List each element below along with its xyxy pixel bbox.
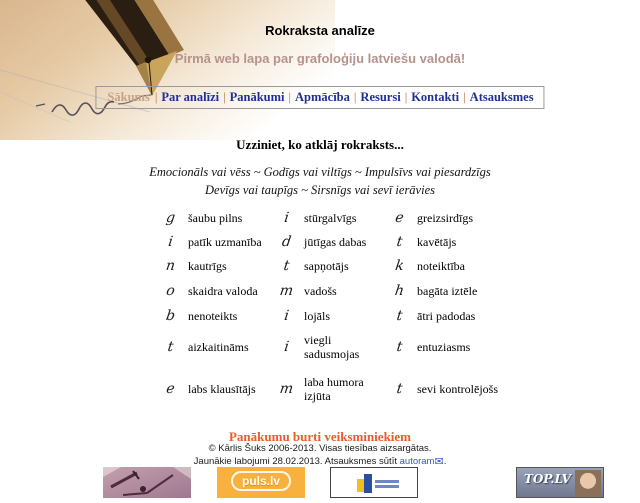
nav-separator: |: [353, 90, 357, 104]
nav-item-panakumi[interactable]: Panākumi: [229, 90, 285, 104]
trait-label: nenoteikts: [188, 308, 238, 323]
trait-label: aizkaitināms: [188, 340, 249, 354]
handwriting-sample-glyph: e: [394, 210, 405, 226]
handwriting-sample-glyph: t: [282, 258, 291, 274]
handwriting-sample-glyph: i: [283, 339, 290, 355]
trait-item: [273, 278, 386, 303]
handwriting-sample-glyph: t: [166, 339, 175, 355]
trait-label: sapņotājs: [304, 259, 349, 273]
handwriting-sample-glyph: k: [394, 258, 405, 274]
handwriting-sample-glyph: b: [164, 307, 177, 324]
trait-label: vadošs: [304, 283, 337, 298]
handwriting-sample-glyph: i: [283, 210, 290, 226]
copyright-text: © Kārlis Šuks 2006-2013. Visas tiesības aizsargātas.: [208, 443, 432, 454]
banner-photo-thumbnail: [575, 470, 601, 497]
trait-label: lojāls: [304, 308, 330, 323]
trait-label: laba humora izjūta: [304, 375, 364, 403]
trait-item: [273, 303, 386, 328]
trait-item: [273, 230, 386, 254]
main-nav: [95, 86, 544, 109]
trait-label: entuziasms: [417, 340, 471, 354]
trait-label: ātri padodas: [417, 308, 476, 323]
puls-lv-banner[interactable]: [217, 467, 305, 498]
trait-label: bagāta iztēle: [417, 283, 478, 298]
nav-separator: |: [288, 90, 292, 104]
handwriting-sample-glyph: t: [395, 381, 404, 397]
trait-item: [273, 366, 386, 412]
handwriting-sample-glyph: o: [165, 282, 176, 299]
trait-label: patīk uzmanība: [188, 235, 262, 249]
handwriting-sample-glyph: d: [280, 234, 293, 250]
trait-item: [386, 254, 532, 278]
handwriting-sample-glyph: n: [164, 258, 177, 274]
handwriting-sample-glyph: m: [278, 282, 295, 299]
trait-item: [273, 254, 386, 278]
tagline-line-2: Devīgs vai taupīgs ~ Sirsnīgs vai sevī ierāvies: [205, 183, 435, 197]
tagline-line-1: Emocionāls vai vēss ~ Godīgs vai viltīgs ~ Impulsīvs vai piesardzīgs: [149, 165, 491, 179]
trait-item: [157, 278, 273, 303]
trait-label: labs klausītājs: [188, 382, 256, 396]
trait-item: [157, 254, 273, 278]
trait-label: šaubu pilns: [188, 211, 243, 225]
updated-text: Jaunākie labojumi 28.02.2013. Atsauksmes sūtīt: [193, 456, 400, 467]
trait-label: viegli sadusmojas: [304, 333, 360, 361]
nav-item-resursi[interactable]: Resursi: [360, 90, 401, 104]
yellow-bar-icon: [357, 479, 364, 492]
mail-icon[interactable]: ✉: [434, 456, 444, 468]
trait-item: [386, 230, 532, 254]
nav-item-par-analizi[interactable]: Par analīzi: [161, 90, 220, 104]
puls-lv-label: puls.lv: [231, 471, 291, 491]
trait-item: [157, 328, 273, 366]
handwriting-sample-glyph: i: [283, 307, 290, 324]
promo-link[interactable]: Panākumu burti veiksminiekiem: [228, 429, 412, 444]
handwriting-sample-glyph: i: [167, 234, 174, 250]
trait-label: greizsirdīgs: [417, 211, 473, 225]
trait-item: [273, 328, 386, 366]
fountain-pen-photo: [0, 0, 335, 140]
trait-label: kautrīgs: [188, 259, 227, 273]
fountain-pen-illustration: [0, 0, 335, 140]
page-subtitle: Pirmā web lapa par grafoloģiju latviešu valodā!: [174, 51, 466, 66]
intro-heading: Uzziniet, ko atklāj rokraksts...: [236, 137, 404, 152]
trait-label: jūtīgas dabas: [304, 235, 367, 249]
nav-item-kontakti[interactable]: Kontakti: [411, 90, 460, 104]
handwriting-sample-glyph: g: [164, 210, 177, 226]
handwriting-sample-glyph: t: [395, 307, 404, 324]
trait-item: [386, 366, 532, 412]
trait-item: [273, 206, 386, 230]
top-lv-label: TOP.LV: [524, 472, 571, 486]
nav-separator: |: [404, 90, 408, 104]
nav-separator: |: [223, 90, 226, 104]
blue-bar-icon: [364, 474, 372, 493]
clock-photo-banner[interactable]: [103, 467, 191, 498]
trait-label: sevi kontrolējošs: [417, 382, 498, 396]
trait-label: skaidra valoda: [188, 283, 258, 298]
trait-label: stūrgalvīgs: [304, 211, 357, 225]
handwriting-sample-glyph: m: [278, 381, 295, 397]
trait-label: kavētājs: [417, 235, 457, 249]
trait-item: [157, 230, 273, 254]
handwriting-sample-glyph: t: [395, 339, 404, 355]
trait-item: [386, 206, 532, 230]
trait-item: [386, 278, 532, 303]
banner-text-lines: [375, 480, 399, 490]
trait-item: [157, 206, 273, 230]
trait-item: [157, 303, 273, 328]
trait-item: [157, 366, 273, 412]
trait-item: [386, 303, 532, 328]
clock-banner-art: [103, 467, 191, 498]
handwriting-sample-glyph: h: [393, 282, 406, 299]
trait-label: noteiktība: [417, 259, 465, 273]
stats-counter-banner[interactable]: [330, 467, 418, 498]
handwriting-sample-glyph: e: [165, 381, 176, 397]
nav-separator: |: [463, 90, 466, 104]
handwriting-sample-glyph: t: [395, 234, 404, 250]
nav-item-sakums: Sākums: [107, 90, 150, 104]
top-lv-banner[interactable]: [516, 467, 604, 498]
nav-item-apmaciba[interactable]: Apmācība: [295, 90, 350, 104]
updated-suffix: .: [443, 456, 447, 467]
nav-separator: |: [154, 90, 158, 104]
page-title: Rokraksta analīze: [265, 23, 375, 38]
nav-item-atsauksmes[interactable]: Atsauksmes: [469, 90, 534, 104]
author-link[interactable]: autoram: [399, 456, 435, 467]
trait-item: [386, 328, 532, 366]
traits-grid: [157, 206, 532, 412]
